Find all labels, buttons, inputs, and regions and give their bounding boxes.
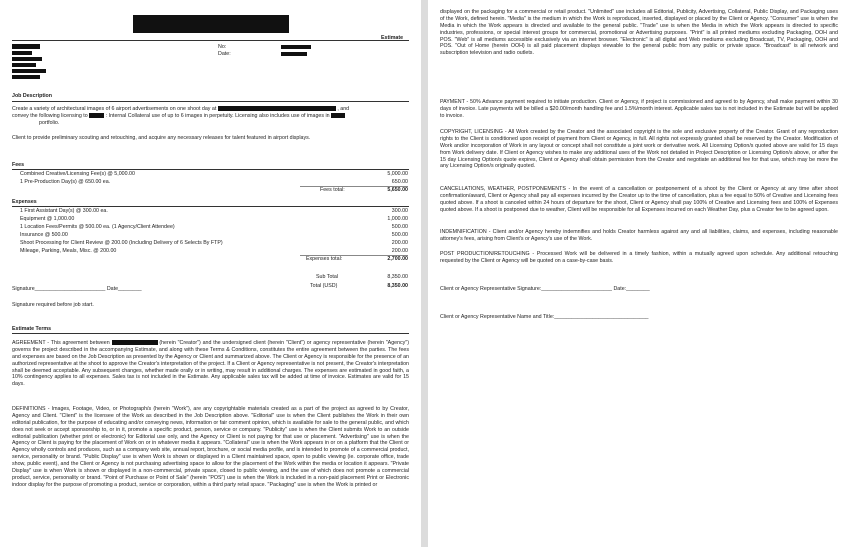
cancellations-paragraph: CANCELLATIONS, WEATHER, POSTPONEMENTS - In the event of a cancellation or postponement of a shoot by the Client or Agency at any time after shoot confirmation/award, Client or Agency shall pay all expenses incurred by the Creator up to the time of cancellation, plus a fee equal to 50% of Creative and Licensing fees quoted above. If a shoot is canceled within 24 hours of departure for the shoot, Client or Agency shall pay 100% of Creative and Licensing fees and 100% of Expenses quoted above. If a shoot is postponed due to weather, Client will be responsible for all Expenses incurred on each Weather Day, plus a Creator fee to be agreed upon. (440, 186, 838, 213)
job-line-4: Client to provide preliminary scouting and retouching, and acquire any necessary releases for talent featured in airport displays. (12, 135, 311, 141)
expense-item-label: Mileage, Parking, Meals, Misc. @ 200.00 (20, 248, 117, 254)
redacted-client-line-6 (12, 75, 40, 79)
signature-note: Signature required before job start. (12, 302, 94, 308)
estimate-no-label: No: (218, 44, 227, 50)
copyright-paragraph: COPYRIGHT, LICENSING - All Work created by the Creator and the associated copyright is the sole and exclusive property of the Creator. Grant of any reproduction rights to the Client is conditioned upon receipt of payment from Client or Agency, in full. All rights not expressly granted shall be reserved by the Creator. Modification of Work and/or incorporation of Work in any layout or concept shall not constitute a joint work or derivative work. All Licensing Option/s quoted above are valid for 15 days from Work delivery date. If Client or Agency wishes to make any additional uses of the Work not detailed in Project Description or Licensing Option/s above, or after the 15 day Licensing Option/s quote expires, Client or Agency shall obtain permission from the Creator and negotiate an additional fee for that use, which may be more the any Licensing Option/s originally quoted. (440, 129, 838, 170)
expense-item-amount: 300.00 (391, 208, 408, 214)
expenses-rule (12, 206, 409, 207)
rep-signature-line[interactable]: Client or Agency Representative Signature:________________________ Date:________ (440, 286, 650, 292)
signature-line[interactable]: Signature________________________ Date________ (12, 286, 142, 292)
job-line-3: portfolio. (39, 120, 60, 126)
document-type: Estimate (381, 35, 404, 41)
fees-total-amount: 5,650.00 (387, 187, 408, 193)
job-description-rule (12, 101, 409, 102)
expense-item-amount: 500.00 (391, 232, 408, 238)
post-production-paragraph: POST PRODUCTION/RETOUCHING - Processed Work will be delivered in a timely fashion, within a mutually agreed upon schedule. Any additional retouching requested by the Client or Agency will be quoted on a case-by-case basis. (440, 251, 838, 264)
payment-paragraph: PAYMENT - 50% Advance payment required to initiate production. Client or Agency, if project is commissioned and agreed to by Agency, shall make payment within 30 days of invoice. Late payments will be billed a $20.00/month handling fee and 1.5%/month interest. Applicable sales tax is not included in the Estimate but will be applied to invoice. (440, 99, 838, 119)
expenses-heading: Expenses (12, 199, 37, 205)
redacted-creator-name (112, 340, 158, 345)
estimate-date-label: Date: (218, 51, 231, 57)
expense-item-label: 1 First Assistant Day(s) @ 300.00 ea. (20, 208, 108, 214)
total-amount: 8,350.00 (387, 283, 408, 289)
estimate-terms-rule (12, 333, 409, 334)
expenses-total-label: Expenses total: (306, 256, 343, 262)
redacted-portfolio-owner (331, 113, 345, 118)
subtotal-amount: 8,350.00 (387, 274, 408, 280)
redacted-client-line-5 (12, 69, 46, 73)
fees-rule (12, 169, 409, 170)
redacted-estimate-date (281, 52, 307, 56)
redacted-client-line-2 (12, 51, 32, 55)
estimate-page-1 (0, 0, 421, 547)
definitions-paragraph: DEFINITIONS - Images, Footage, Video, or Photograph/s (herein "Work"), are any copyrightable materials created as a part of the project as agreed to by Creator, Agency and Client. "Client" is the licensee of the Work as described in the Job Description above. "Editorial" use is when the Client publishes the Work in their own editorial publication, for the purpose of educating and/or conveying news, information or fair comment opinion, which is available for sale to the general public, and which does not seek or accept sponsorship to, or in it, promote a specific product, person, service or company. "Publicity" use is when the Client submits Work to an outside editorial publication (whether print or electronic) for Editorial use only, and the Agency or Client is not paying for that use or placement. "Advertising" use is when the Agency or Client is paying for the placement of Work on or in whatever media it appears. "Collateral" use is when the Work appears in or on a platform that the Client or Agency wholly controls and produces, such as a company web site, annual report, brochure, or social media profile, and is intended to promote of a commercial product, service, personality or brand. "Public Display" use is when Work is shown or displayed in a Client maintained space, open to public viewing (ie. corporate office, trade show, public event), and the Client or Agency is not purchasing advertising space to allow for the placement of the Work within the media or location it appears. "Private Display" use is when Work is shown or displayed in a non-commercial, private space, closed to public viewing, and the use of which does not promote a commercial product, service, personality or brand. "Point of Purchase or Point of Sale" (herein "POS") use is when the Work is included in a non-paid placement Print or Electronic indoor display for the purpose of promoting a product, service or corporation, within a third party retail space. "Packaging" use is when the Work is printed or (12, 406, 409, 488)
definitions-continued: displayed on the packaging for a commercial or retail product. "Unlimited" use includes all Editorial, Publicity, Advertising, Collateral, Public Display, and Packaging uses of the Work, defined herein. "Media" is the medium in which the Work is reproduced, inserted, displayed or placed by the Client or Agency. "Consumer" use is when the Media in which the Work appears is directed and available to the general public. "Trade" use is when the Media in which the Work appears is directed to specific industries, professions, or special interest groups for commercial, promotional or Advertising purposes. "Print" is all printed mediums excluding Packaging, OOH and POS. "Web" is all mediums accessible exclusively via an internet browser. "Electronic" is all digital and Web mediums excluding Broadcast, TV, Packaging, OOH and POS. "Out of Home (herein OOH) is all paid placement displays viewable to the general public from any public or private space. "Broadcast" is all network and subscription television and radio outlets. (440, 9, 838, 57)
job-line-1: Create a variety of architectural images of 6 airport advertisements on one shoot day at , and (12, 106, 350, 112)
job-line-2: convey the following licensing to : Internal Collateral use of up to 6 images in perpetuity. Licensing also includes use of images in (12, 113, 345, 120)
expense-item-amount: 500.00 (391, 224, 408, 230)
redacted-client-line-4 (12, 63, 36, 67)
expense-item-amount: 200.00 (391, 240, 408, 246)
rep-name-line[interactable]: Client or Agency Representative Name and Title:________________________________ (440, 314, 649, 320)
fee-item-amount: 650.00 (391, 179, 408, 185)
expense-item-label: Insurance @ 500.00 (20, 232, 68, 238)
fee-item-label: Combined Creative/Licensing Fee(s) @ 5,000.00 (20, 171, 135, 177)
agreement-paragraph: AGREEMENT - This agreement between (herein "Creator") and the undersigned client (herein "Client") or agency representative (herein "Agency") governs the project described in the accompanying Estimate, and along with these Terms & Conditions, constitutes the entire agreement between the parties. The fees and expenses are based on the Job Description as presented by the Agency or Client and summarized above. The Client or Agency is responsible for the presence of an authorized representative at the shoot to approve the Creator's interpretation of the project. If a Client or Agency representative is not present, the Creator's interpretation shall be deemed acceptable. Any subsequent changes, whether made orally or in writing, may result in additional charges. The expenses are estimated in good faith, a 10% contingency applies to all expenses. Sales tax is not included in the Estimate. Any applicable sales tax will be added at time of invoice. Estimates are valid for 15 days. (12, 340, 409, 388)
estimate-page-2 (428, 0, 850, 547)
redacted-licensee (89, 113, 104, 118)
redacted-estimate-no (281, 45, 311, 49)
expense-item-label: Shoot Processing for Client Review @ 200.00 (Including Delivery of 6 Selects By FTP) (20, 240, 223, 246)
estimate-terms-heading: Estimate Terms (12, 326, 52, 332)
expense-item-label: 1 Location Fees/Permits @ 500.00 ea. (1 Agency/Client Attendee) (20, 224, 175, 230)
fees-heading: Fees (12, 162, 25, 168)
job-description-heading: Job Description (12, 93, 53, 99)
redacted-client-line-1 (12, 44, 40, 49)
redacted-company-name (133, 15, 289, 33)
total-label: Total (USD) (310, 283, 338, 289)
redacted-airport (218, 106, 336, 111)
expense-item-label: Equipment @ 1,000.00 (20, 216, 75, 222)
fee-item-label: 1 Pre-Production Day(s) @ 650.00 ea. (20, 179, 111, 185)
subtotal-label: Sub Total (316, 274, 338, 280)
fee-item-amount: 5,000.00 (387, 171, 408, 177)
redacted-client-line-3 (12, 57, 42, 61)
indemnification-paragraph: INDEMNIFICATION - Client and/or Agency hereby indemnifies and holds Creator harmless against any and all liabilities, claims, and expenses, including reasonable attorney's fees, arising from Client's or Agency's use of the Work. (440, 229, 838, 242)
header-rule (12, 40, 409, 41)
expense-item-amount: 1,000.00 (387, 216, 408, 222)
expenses-total-amount: 2,700.00 (387, 256, 408, 262)
fees-total-label: Fees total: (320, 187, 345, 193)
expense-item-amount: 200.00 (391, 248, 408, 254)
